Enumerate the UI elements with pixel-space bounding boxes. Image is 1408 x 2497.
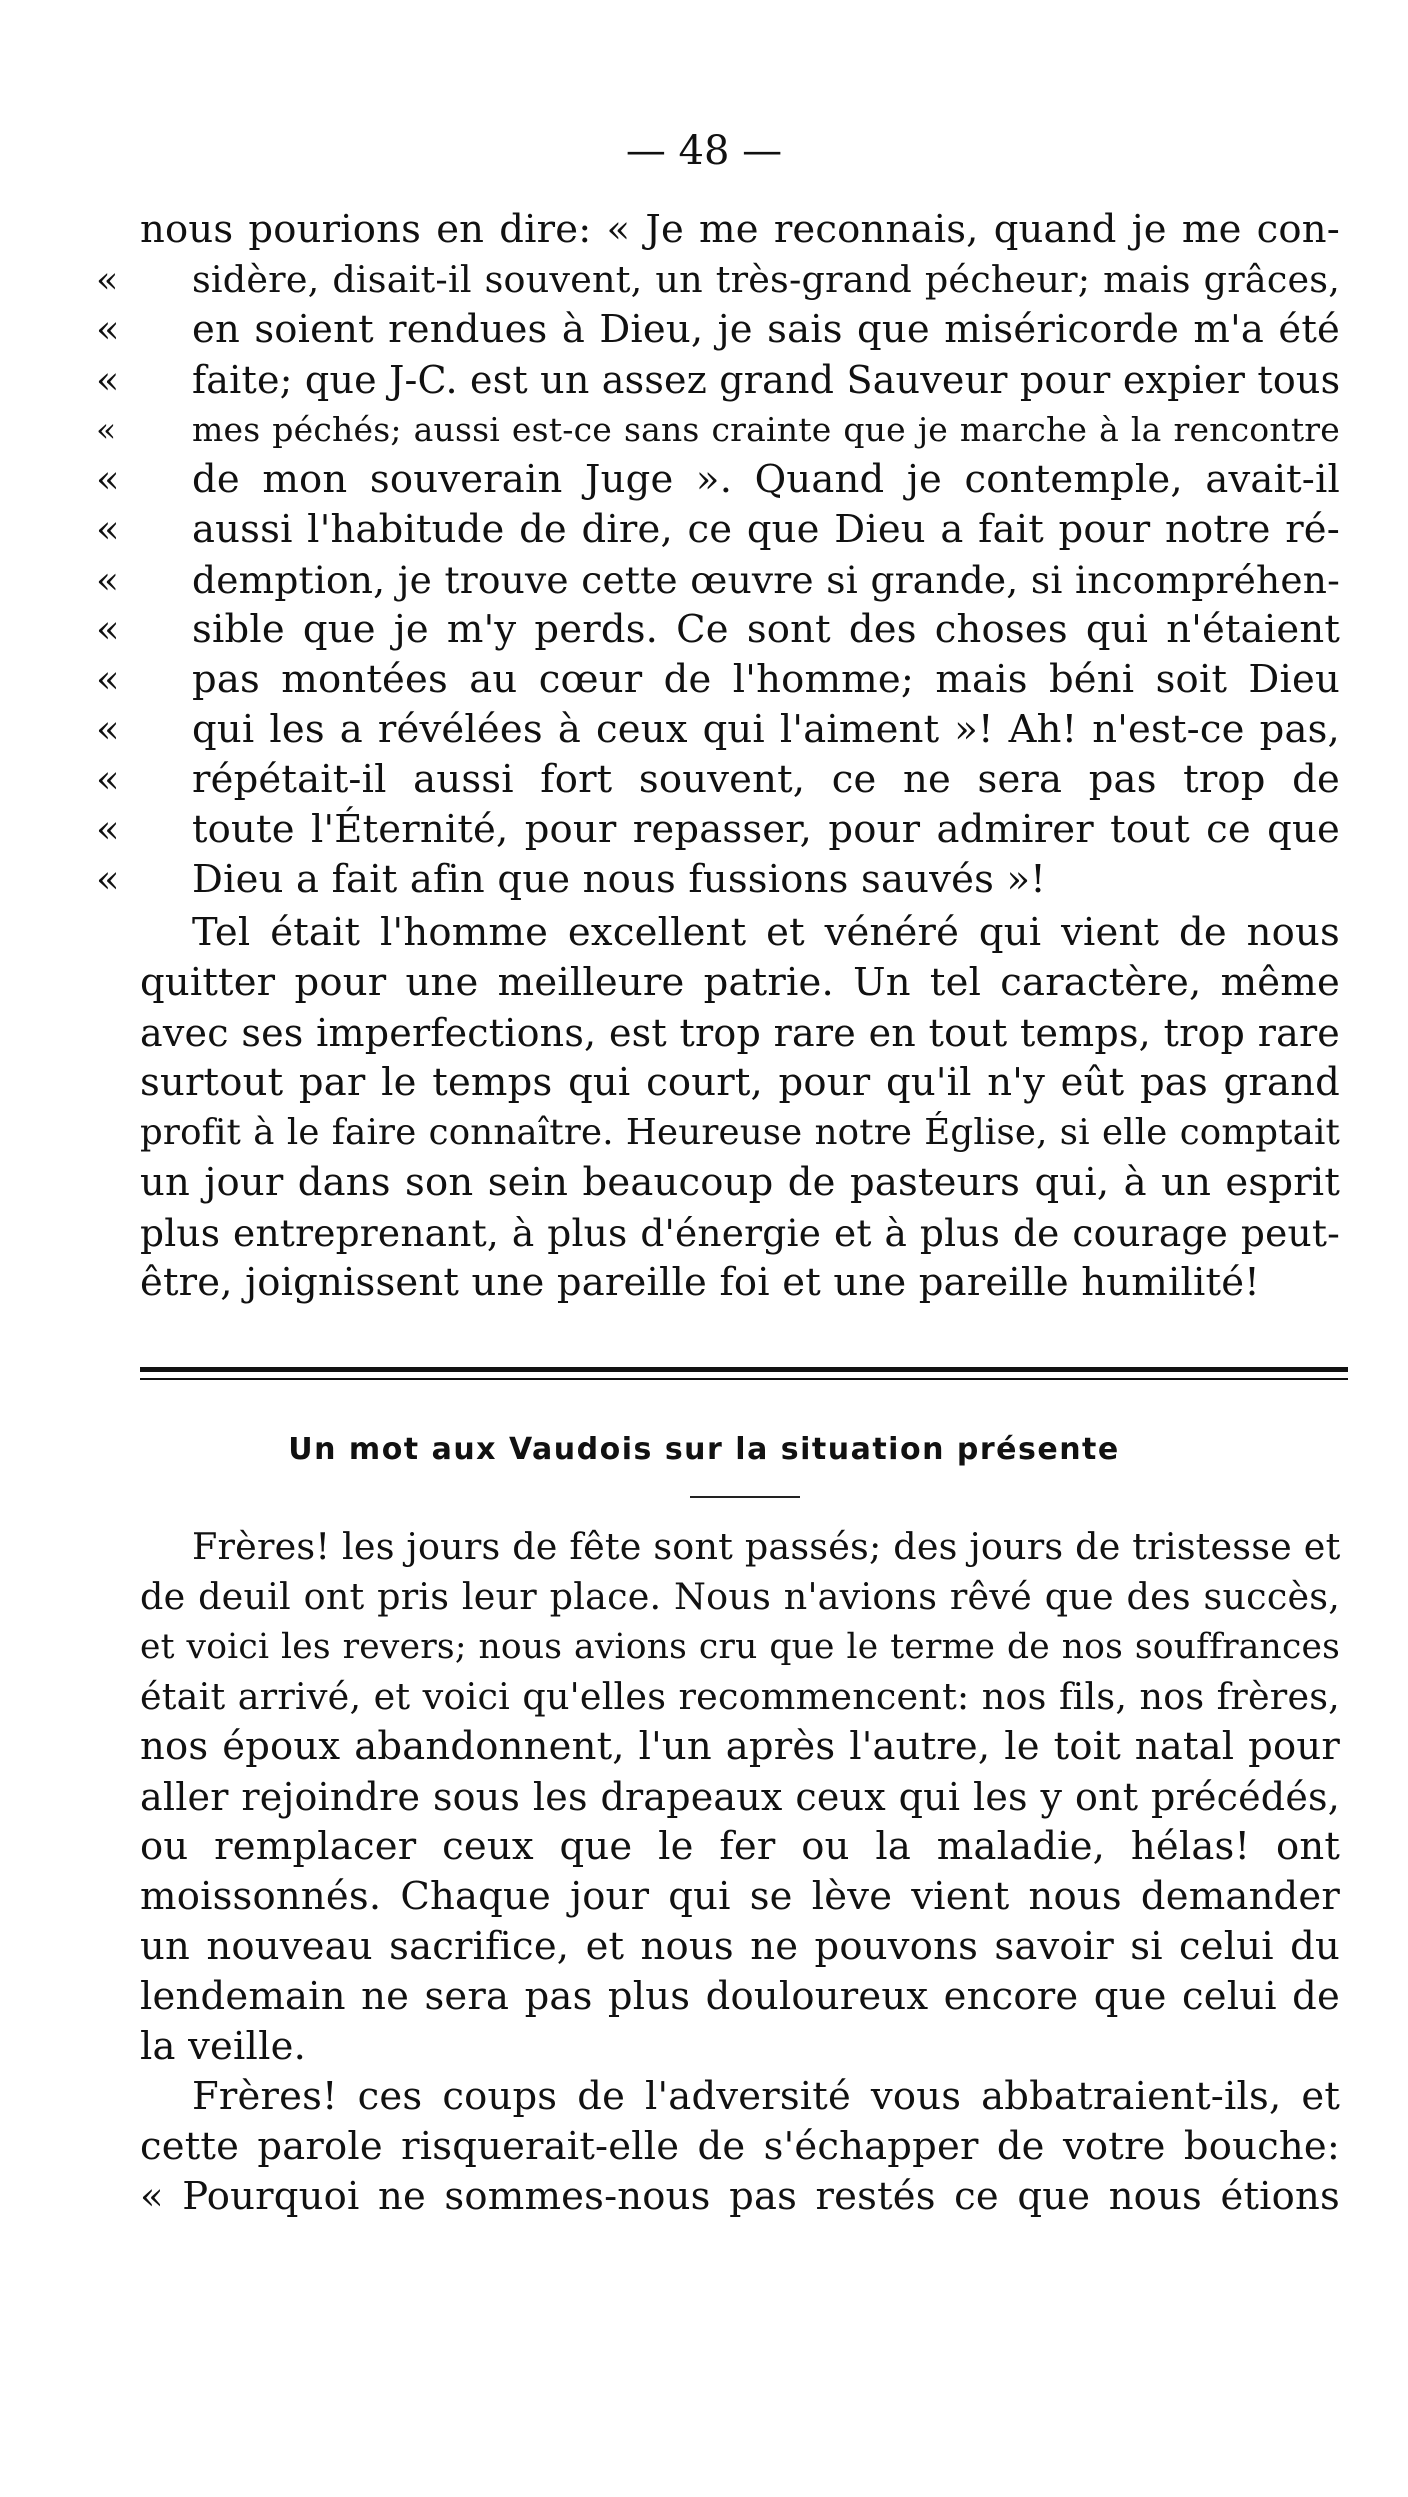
quote-mark: « [96, 410, 117, 449]
text-line: Tel était l'homme excellent et vénéré qui vient de nous [192, 910, 1340, 955]
quoted-line [96, 805, 1340, 855]
text-line: Frères! ces coups de l'adversité vous abbatraient-ils, et [192, 2074, 1340, 2119]
quote-mark: « [96, 558, 120, 602]
text-line: était arrivé, et voici qu'elles recommencent: nos fils, nos frères, [140, 1675, 1340, 1718]
section-divider-thin [140, 1378, 1348, 1380]
section-divider [140, 1367, 1348, 1372]
text-line: aller rejoindre sous les drapeaux ceux qui les y ont précédés, [140, 1775, 1340, 1819]
paragraph-continued-quote [96, 205, 1341, 905]
text-line: sible que je m'y perds. Ce sont des choses qui n'étaient [192, 607, 1340, 652]
text-line: plus entreprenant, à plus d'énergie et à plus de courage peut- [140, 1211, 1340, 1255]
quoted-line [96, 655, 1340, 705]
quoted-line [96, 755, 1340, 805]
paragraph-address [140, 1522, 1340, 2222]
text-line: surtout par le temps qui court, pour qu'il n'y eût pas grand [140, 1060, 1340, 1105]
text-line: ou remplacer ceux que le fer ou la maladie, hélas! ont [140, 1824, 1340, 1869]
text-line: un nouveau sacrifice, et nous ne pouvons savoir si celui du [140, 1924, 1340, 1969]
quoted-line [96, 855, 1340, 905]
quoted-line [96, 355, 1341, 405]
text-line: de deuil ont pris leur place. Nous n'avions rêvé que des succès, [140, 1575, 1340, 1618]
quoted-line [96, 505, 1340, 555]
quote-mark: « [96, 358, 120, 402]
text-line: nous pourions en dire: « Je me reconnais, quand je me con- [140, 207, 1340, 252]
text-line: profit à le faire connaître. Heureuse notre Église, si elle comptait [140, 1112, 1340, 1153]
text-line: moissonnés. Chaque jour qui se lève vient nous demander [140, 1874, 1340, 1919]
quote-mark: « [96, 607, 120, 652]
text-line: pas montées au cœur de l'homme; mais béni soit Dieu [192, 657, 1340, 702]
text-line: répétait-il aussi fort souvent, ce ne sera pas trop de [192, 757, 1340, 802]
quoted-line [96, 405, 1340, 455]
text-line: Frères! les jours de fête sont passés; des jours de tristesse et [192, 1525, 1341, 1568]
text-line: « Pourquoi ne sommes-nous pas restés ce que nous étions [140, 2174, 1340, 2219]
text-line: toute l'Éternité, pour repasser, pour admirer tout ce que [192, 807, 1340, 852]
text-line: et voici les revers; nous avions cru que le terme de nos souffrances [140, 1627, 1340, 1667]
page-number: — 48 — [625, 128, 783, 174]
text-line: faite; que J-C. est un assez grand Sauveur pour expier tous [192, 358, 1341, 402]
quoted-line [96, 455, 1340, 505]
text-line: Dieu a fait afin que nous fussions sauvés »! [192, 857, 1046, 902]
quote-mark: « [96, 258, 119, 301]
text-line: quitter pour une meilleure patrie. Un tel caractère, même [140, 960, 1340, 1005]
quote-mark: « [96, 457, 120, 502]
quote-mark: « [96, 507, 120, 552]
quote-mark: « [96, 857, 120, 902]
quote-mark: « [96, 807, 120, 852]
text-line: la veille. [140, 2024, 307, 2069]
quoted-line [96, 705, 1340, 755]
paragraph-eulogy [140, 908, 1340, 1308]
quote-mark: « [96, 707, 120, 752]
quote-mark: « [96, 757, 120, 802]
quote-mark: « [96, 657, 120, 702]
quoted-line [96, 255, 1340, 305]
text-line: être, joignissent une pareille foi et une pareille humilité! [140, 1260, 1260, 1305]
text-line: avec ses imperfections, est trop rare en tout temps, trop rare [140, 1011, 1340, 1055]
text-line: lendemain ne sera pas plus douloureux encore que celui de [140, 1974, 1340, 2019]
quoted-line [96, 605, 1340, 655]
quoted-line [96, 555, 1340, 605]
text-line: qui les a révélées à ceux qui l'aiment »! Ah! n'est-ce pas, [192, 707, 1340, 752]
text-line: un jour dans son sein beaucoup de pasteurs qui, à un esprit [140, 1160, 1340, 1205]
section-title: Un mot aux Vaudois sur la situation présente [288, 1432, 1120, 1467]
text-line: en soient rendues à Dieu, je sais que miséricorde m'a été [192, 307, 1340, 352]
text-line: sidère, disait-il souvent, un très-grand pécheur; mais grâces, [192, 258, 1340, 301]
text-line: demption, je trouve cette œuvre si grande, si incompréhen- [192, 558, 1340, 602]
quote-mark: « [96, 307, 120, 352]
text-line: cette parole risquerait-elle de s'échapper de votre bouche: [140, 2124, 1340, 2169]
text-line: nos époux abandonnent, l'un après l'autre, le toit natal pour [140, 1724, 1340, 1769]
quoted-line [96, 305, 1340, 355]
text-line: mes péchés; aussi est-ce sans crainte que je marche à la rencontre [192, 410, 1340, 449]
text-line: de mon souverain Juge ». Quand je contemple, avait-il [192, 457, 1340, 502]
text-line: aussi l'habitude de dire, ce que Dieu a fait pour notre ré- [192, 507, 1340, 552]
title-underline [690, 1496, 800, 1498]
